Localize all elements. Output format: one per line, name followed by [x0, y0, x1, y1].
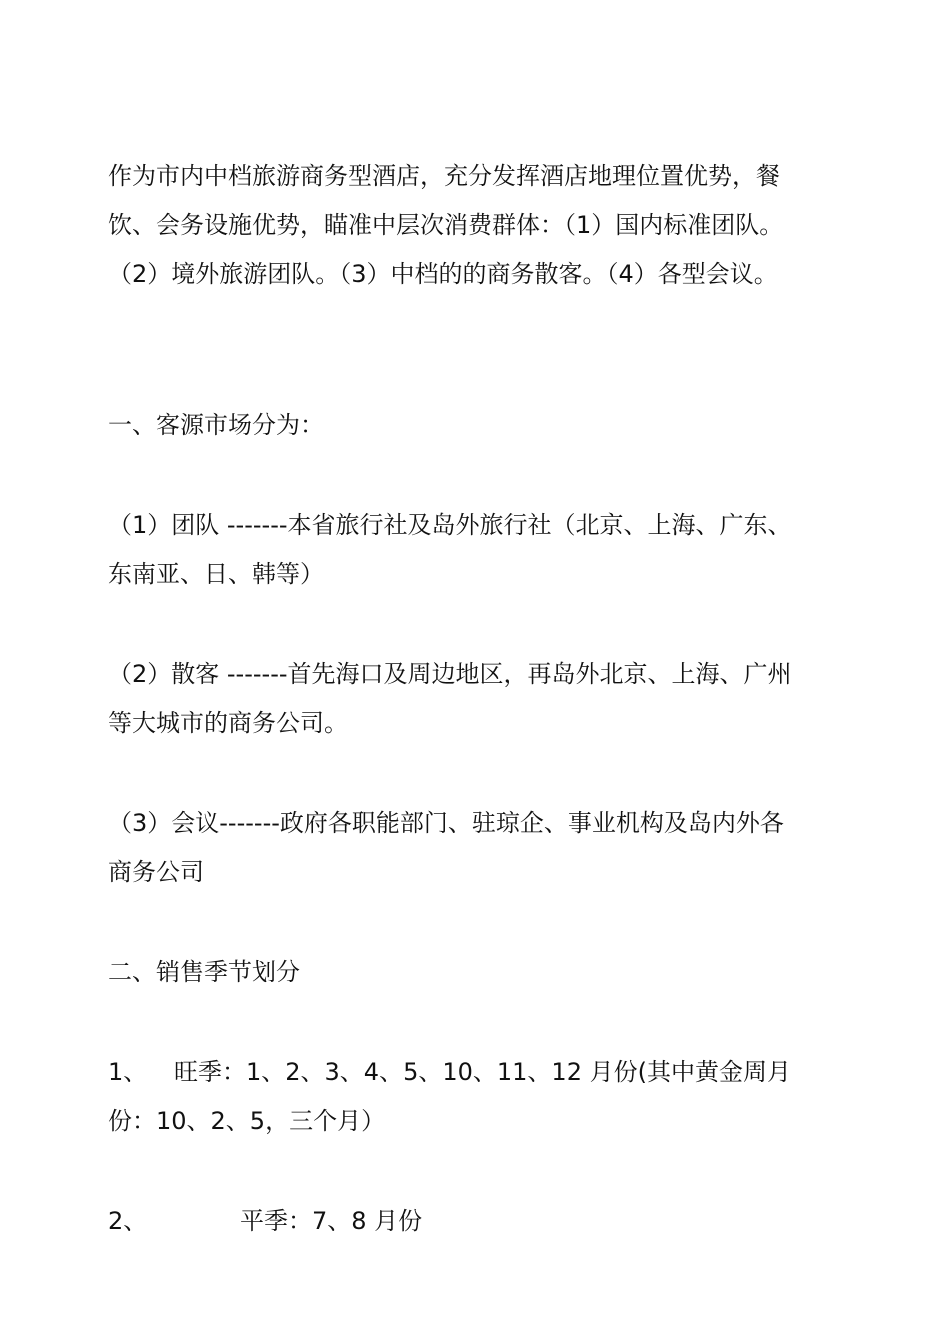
market-item-line: 商务公司 — [108, 858, 204, 886]
section-heading-customer-market — [108, 401, 868, 450]
market-item-line: （1）团队 -------本省旅行社及岛外旅行社（北京、上海、广东、 — [108, 511, 792, 539]
season-number: 1、 — [108, 1058, 148, 1086]
season-item-peak — [108, 1048, 868, 1146]
market-item-conference — [108, 799, 868, 897]
section-heading-text: 一、客源市场分为： — [108, 411, 324, 439]
market-item-line: （3）会议-------政府各职能部门、驻琼企、事业机构及岛内外各 — [108, 809, 784, 837]
section-heading-text: 二、销售季节划分 — [108, 958, 300, 986]
season-item-regular — [108, 1197, 868, 1246]
market-item-individual — [108, 650, 868, 748]
season-text: 平季：7、8 月份 — [240, 1207, 423, 1235]
section-heading-sales-season — [108, 948, 868, 997]
season-text: 旺季：1、2、3、4、5、10、11、12 月份(其中黄金周月 — [174, 1058, 791, 1086]
season-number: 2、 — [108, 1207, 148, 1235]
market-item-line: 东南亚、日、韩等） — [108, 560, 324, 588]
season-line: 份：10、2、5，三个月） — [108, 1107, 386, 1135]
intro-line: （2）境外旅游团队。（3）中档的的商务散客。（4）各型会议。 — [108, 260, 778, 288]
intro-line: 作为市内中档旅游商务型酒店，充分发挥酒店地理位置优势，餐 — [108, 162, 780, 190]
market-item-group — [108, 501, 868, 599]
intro-paragraph — [108, 152, 868, 299]
market-item-line: 等大城市的商务公司。 — [108, 709, 348, 737]
market-item-line: （2）散客 -------首先海口及周边地区，再岛外北京、上海、广州 — [108, 660, 792, 688]
season-line — [108, 1048, 868, 1097]
intro-line: 饮、会务设施优势，瞄准中层次消费群体：（1）国内标准团队。 — [108, 211, 784, 239]
season-line — [108, 1197, 868, 1246]
